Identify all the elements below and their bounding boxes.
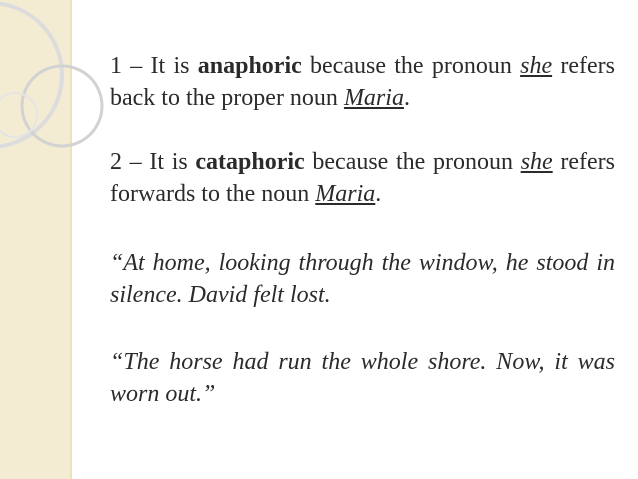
term-cataphoric: cataphoric	[195, 149, 305, 175]
pronoun-she: she	[520, 53, 553, 79]
example-sentence-david: “At home, looking through the window, he stood in silence. David felt lost.	[110, 250, 615, 308]
paragraph-anaphoric	[110, 50, 615, 114]
p1-mid2: refers back to the proper noun	[110, 53, 615, 111]
p2-lead: 2 – It is	[110, 149, 196, 175]
pronoun-she: she	[520, 149, 553, 175]
noun-maria: Maria	[343, 85, 404, 111]
paragraph-cataphoric	[110, 146, 615, 210]
noun-maria: Maria	[315, 181, 376, 207]
p1-mid: because the pronoun	[301, 53, 521, 79]
decorative-ring-large	[0, 3, 62, 147]
term-anaphoric: anaphoric	[197, 53, 302, 79]
p1-end: .	[403, 85, 410, 111]
p1-lead: 1 – It is	[110, 53, 198, 79]
decorative-ring-inner	[0, 93, 37, 137]
example-sentence-horse: “The horse had run the whole shore. Now, it was worn out.”	[110, 349, 615, 407]
p2-mid2: refers forwards to the noun	[110, 149, 615, 207]
p2-mid: because the pronoun	[304, 149, 521, 175]
p2-end: .	[375, 181, 382, 207]
